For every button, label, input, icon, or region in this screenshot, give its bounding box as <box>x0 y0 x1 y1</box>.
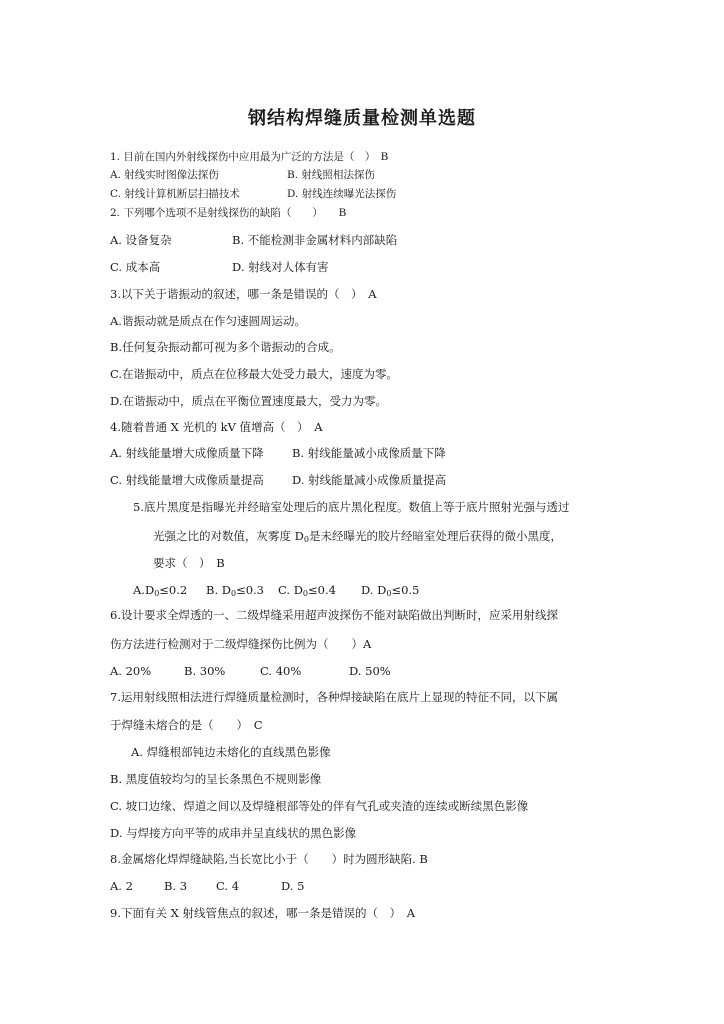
q8-option-a: A. 2 <box>110 879 133 893</box>
q3-option-c: C.在谐振动中，质点在位移最大处受力最大，速度为零。 <box>110 367 399 381</box>
q7-option-b: B. 黑度值较均匀的呈长条黑色不规则影像 <box>110 772 322 786</box>
q5-option-c: C. $D_0\le 0.4$ <box>278 583 336 598</box>
page-title: 钢结构焊缝质量检测单选题 <box>248 108 476 129</box>
q3-option-d: D.在谐振动中，质点在平衡位置速度最大，受力为零。 <box>110 394 387 408</box>
q7-option-c: C. 坡口边缘、焊道之间以及焊缝根部等处的伴有气孔或夹渣的连续或断续黑色影像 <box>110 799 529 813</box>
q8-option-d: D. 5 <box>281 879 305 893</box>
q2-option-b: B. 不能检测非金属材料内部缺陷 <box>232 233 398 247</box>
q2-option-d: D. 射线对人体有害 <box>232 260 329 274</box>
q5-line-1: 5.底片黑度是指曝光并经暗室处理后的底片黑化程度。数值上等于底片照射光强与透过 <box>133 500 570 514</box>
q1-option-a: A. 射线实时图像法探伤 <box>110 169 219 181</box>
q5-option-a: $A.D_0\le 0.2$ <box>133 583 188 598</box>
q1-option-d: D. 射线连续曝光法探伤 <box>287 188 397 200</box>
q8-option-b: B. 3 <box>164 879 188 893</box>
q6-option-b: B. 30% <box>184 664 226 678</box>
q6-option-c: C. 40% <box>260 664 302 678</box>
q6-option-d: D. 50% <box>349 664 391 678</box>
q7-option-d: D. 与焊接方向平等的成串并呈直线状的黑色影像 <box>110 826 357 840</box>
q7-line-2: 于焊缝未熔合的是（ ） C <box>110 718 263 732</box>
q5-line-3: 要求（ ） B <box>153 556 225 570</box>
q1-option-c: C. 射线计算机断层扫描技术 <box>110 188 240 200</box>
q3-option-a: A.谐振动就是质点在作匀速圆周运动。 <box>110 314 306 328</box>
q4-stem: 4.随着普通 X 光机的 kV 值增高（ ） A <box>110 420 323 434</box>
q8-option-c: C. 4 <box>216 879 240 893</box>
q2-stem: 2. 下列哪个选项不是射线探伤的缺陷（ ） B <box>110 207 347 219</box>
q6-option-a: A. 20% <box>110 664 152 678</box>
q1-stem: 1. 目前在国内外射线探伤中应用最为广泛的方法是（ ） B <box>110 151 389 163</box>
q5-option-b: B. $D_0\le 0.3$ <box>206 583 265 598</box>
q3-stem: 3.以下关于谐振动的叙述，哪一条是错误的（ ） A <box>110 287 377 301</box>
q7-line-1: 7.运用射线照相法进行焊缝质量检测时，各种焊接缺陷在底片上显现的特征不同，以下属 <box>110 690 558 704</box>
q4-option-c: C. 射线能量增大成像质量提高 <box>110 473 264 487</box>
q7-option-a: A. 焊缝根部钝边未熔化的直线黑色影像 <box>131 745 331 759</box>
q2-option-c: C. 成本高 <box>110 260 161 274</box>
q1-option-b: B. 射线照相法探伤 <box>287 169 375 181</box>
q4-option-a: A. 射线能量增大成像质量下降 <box>110 446 264 460</box>
q4-option-d: D. 射线能量减小成像质量提高 <box>292 473 447 487</box>
q3-option-b: B.任何复杂振动都可视为多个谐振动的合成。 <box>110 340 341 354</box>
q9-stem: 9.下面有关 X 射线管焦点的叙述，哪一条是错误的（ ） A <box>110 906 416 920</box>
q8-stem: 8.金属熔化焊焊缝缺陷,当长宽比小于（ ）时为圆形缺陷. B <box>110 852 428 866</box>
q6-line-1: 6.设计要求全焊透的一、二级焊缝采用超声波探伤不能对缺陷做出判断时，应采用射线探 <box>110 608 558 622</box>
q6-line-2: 伤方法进行检测对于二级焊缝探伤比例为（ ）A <box>110 637 372 651</box>
q4-option-b: B. 射线能量减小成像质量下降 <box>292 446 446 460</box>
q5-option-d: D. $D_0\le 0.5$ <box>361 583 420 598</box>
q2-option-a: A. 设备复杂 <box>110 233 172 247</box>
q5-line-2: 光强之比的对数值，灰雾度 $D_0$是未经曝光的胶片经暗室处理后获得的微小黑度， <box>153 529 562 544</box>
